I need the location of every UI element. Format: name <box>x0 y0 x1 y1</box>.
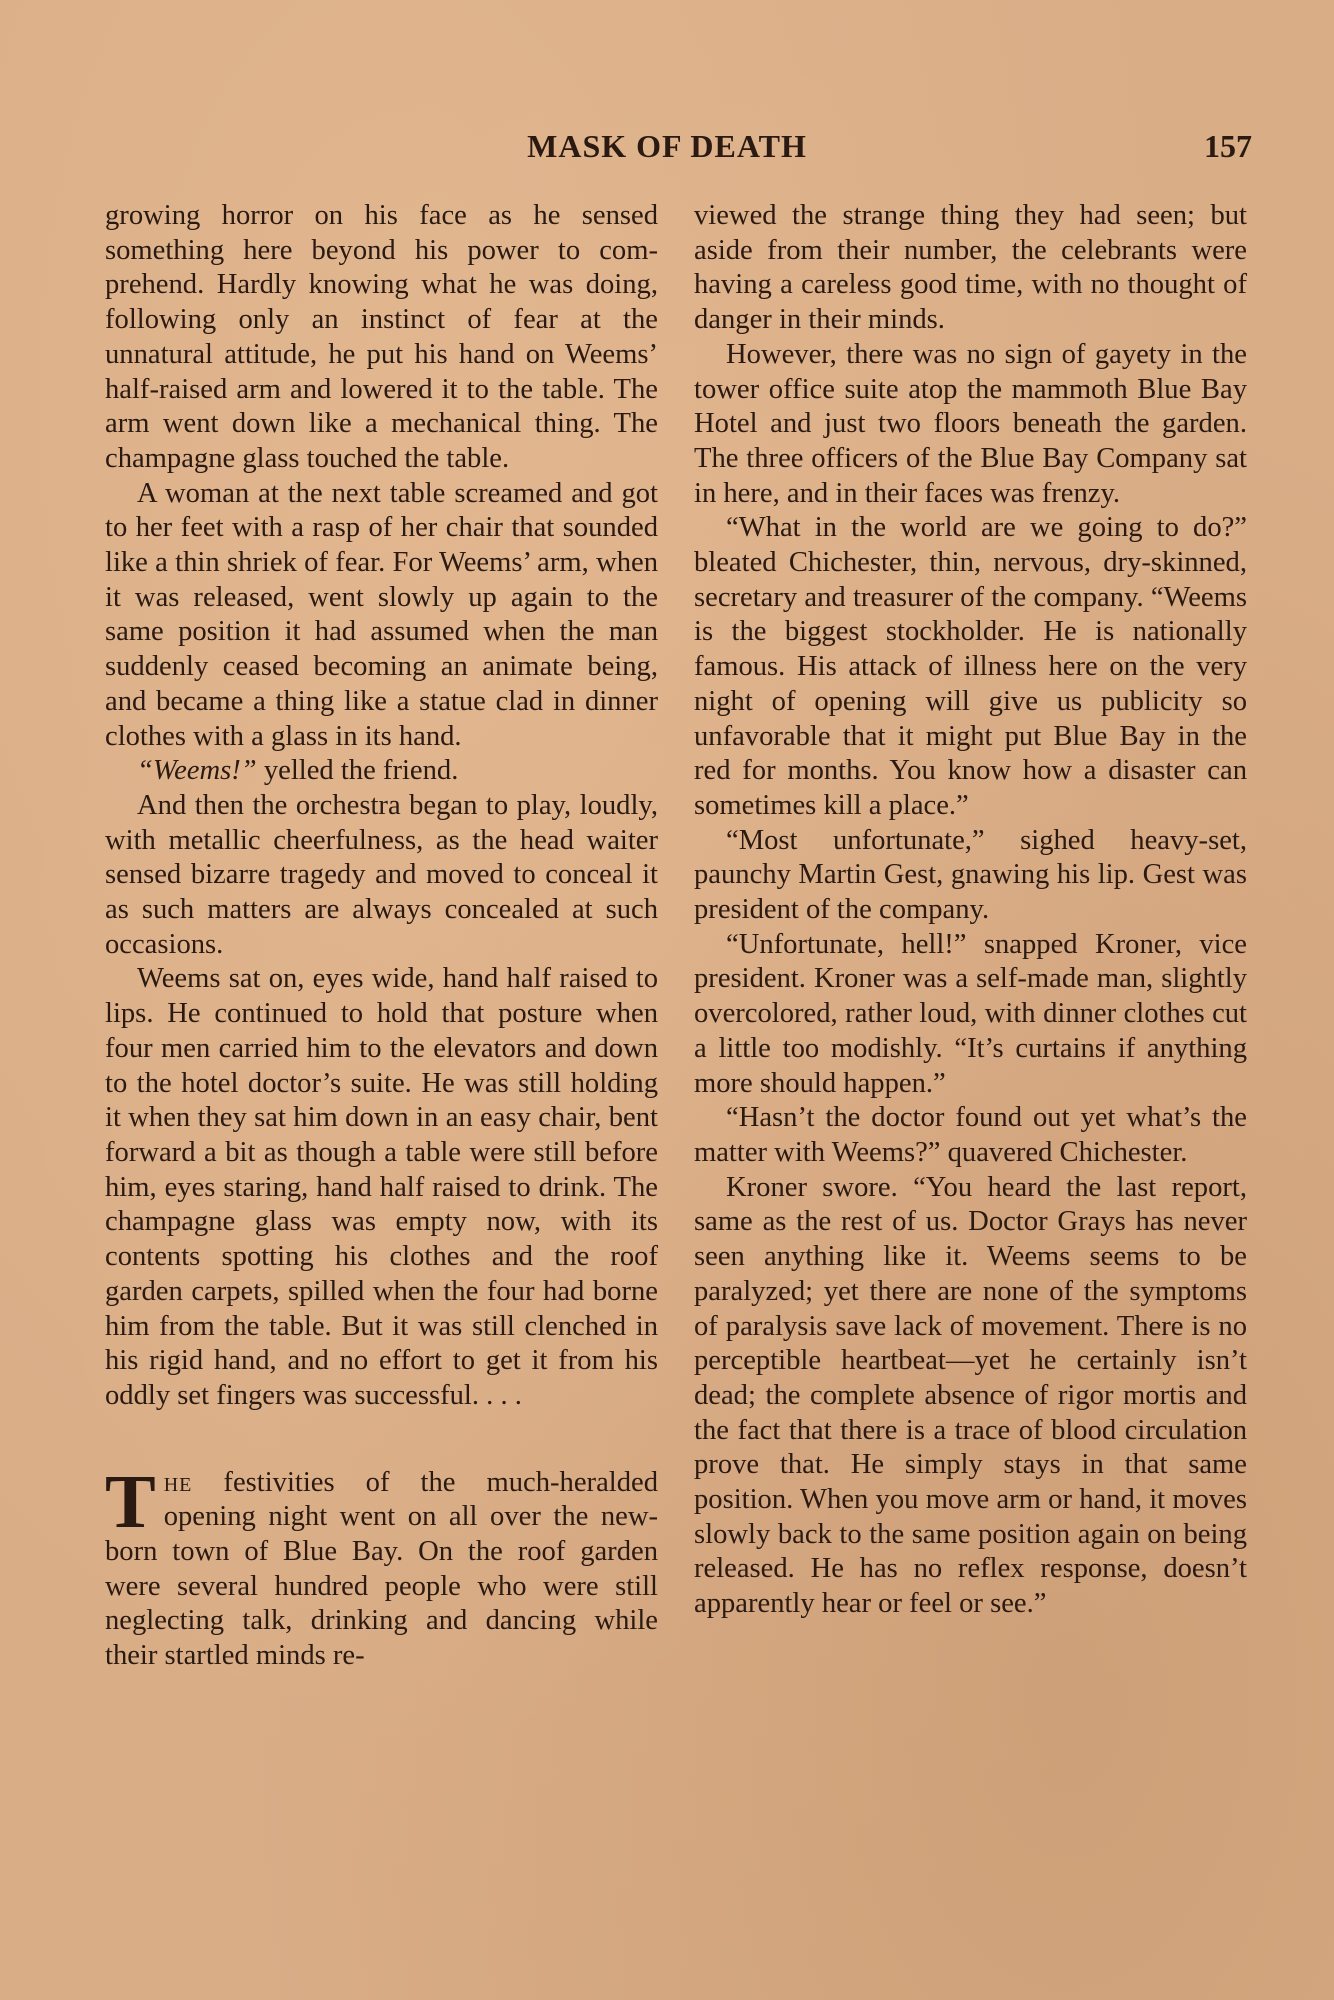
running-head <box>0 128 1334 172</box>
left-column <box>105 199 658 1674</box>
right-column <box>694 199 1247 1622</box>
paragraph: “Hasn’t the doctor found out yet what’s the matter with Weems?” quavered Chichester. <box>694 1102 1247 1168</box>
paragraph: Kroner swore. “You heard the last report, same as the rest of us. Doctor Grays has never seen anything like it. Weems seems to be paralyzed; yet there are none of the symptoms of paralysis save lack of movement. There is no perceptible heartbeat—yet he certainly isn’t dead; the complete absence of rigor mortis and the fact that there is a trace of blood circulation prove that. He simply stays in that same position. When you move arm or hand, it moves slowly back to the same position again on being released. He has no reflex response, doesn’t apparently hear or feel or see.” <box>694 1171 1247 1620</box>
running-title: MASK OF DEATH <box>527 128 807 164</box>
dialogue-emphasis: “Weems!” <box>137 755 257 787</box>
dialogue-tag: yelled the friend. <box>256 755 459 787</box>
drop-cap: T <box>105 1459 156 1544</box>
paragraph: “Most unfortunate,” sighed heavy-set, paunchy Martin Gest, gnawing his lip. Gest was president of the company. <box>694 824 1247 926</box>
paragraph: “Unfortunate, hell!” snapped Kroner, vice president. Kroner was a self-made man, slightly overcolored, rather loud, with dinner clothes cut a little too modishly. “It’s curtains if anything more should happen.” <box>694 928 1247 1099</box>
paragraph: viewed the strange thing they had seen; but aside from their number, the celebrants were having a careless good time, with no thought of danger in their minds. <box>694 200 1247 336</box>
paragraph-text: festivities of the much-heralded opening night went on all over the new-born town of Blue Bay. On the roof garden were several hundred people who were still neglecting talk, drinking and dancing while their startled minds re- <box>105 1466 658 1672</box>
paragraph: And then the orchestra began to play, loudly, with metallic cheerfulness, as the head waiter sensed bizarre tragedy and moved to conceal it as such matters are always concealed at such occasions. <box>105 789 658 960</box>
paragraph: A woman at the next table screamed and got to her feet with a rasp of her chair that sounded like a thin shriek of fear. For Weems’ arm, when it was released, went slowly up again to the same position it had assumed when the man suddenly ceased becoming an animate being, and became a thing like a statue clad in dinner clothes with a glass in its hand. <box>105 477 658 752</box>
paragraph: However, there was no sign of gayety in the tower office suite atop the mammoth Blue Bay Hotel and just two floors beneath the garden. The three officers of the Blue Bay Company sat in here, and in their faces was frenzy. <box>694 338 1247 509</box>
paragraph <box>105 1459 658 1674</box>
paragraph <box>105 754 658 789</box>
paragraph: Weems sat on, eyes wide, hand half raised to lips. He continued to hold that posture when four men carried him to the elevators and down to the hotel doctor’s suite. He was still holding it when they sat him down in an easy chair, bent forward a bit as though a table were still before him, eyes staring, hand half raised to drink. The champagne glass was empty now, with its contents spotting his clothes and the roof garden carpets, spilled when the four had borne him from the table. But it was still clenched in his rigid hand, and no effort to get it from his oddly set fingers was successful. . . . <box>105 963 658 1411</box>
paragraph: growing horror on his face as he sensed something here beyond his power to comprehend. Hardly knowing what he was doing, following only an instinct of fear at the unnatural attitude, he put his hand on Weems’ half-raised arm and lowered it to the table. The arm went down like a mechanical thing. The champagne glass touched the table. <box>105 200 658 474</box>
paragraph: “What in the world are we going to do?” bleated Chichester, thin, nervous, dry-skinned, secretary and treasurer of the company. “Weems is the biggest stockholder. He is nationally famous. His attack of illness here on the very night of opening will give us publicity so unfavorable that it might put Blue Bay in the red for months. You know how a disaster can sometimes kill a place.” <box>694 512 1247 821</box>
page-number: 157 <box>1204 128 1252 164</box>
small-caps-lead: he <box>163 1466 193 1498</box>
section-break <box>105 1414 658 1466</box>
